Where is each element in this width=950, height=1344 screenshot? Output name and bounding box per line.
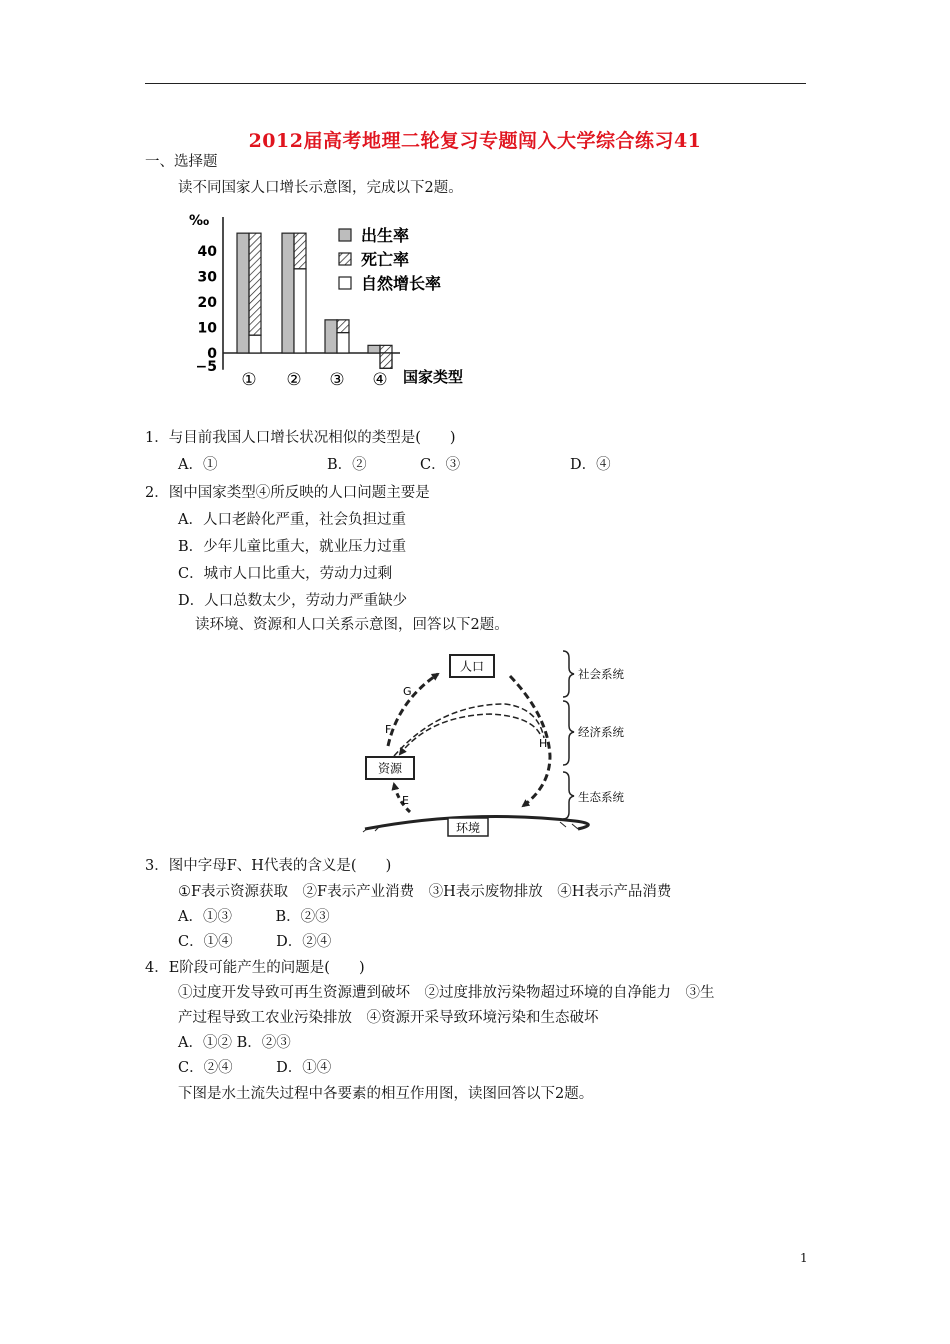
q2-option-b[interactable]: B．少年儿童比重大，就业压力过重: [178, 539, 407, 555]
x-axis-label: 国家类型: [403, 368, 464, 386]
y-tick-label: 40: [197, 244, 217, 260]
q1-stem: 1．与目前我国人口增长状况相似的类型是( ): [145, 430, 456, 446]
q4-stem: 4．E阶段可能产生的问题是( ): [145, 960, 365, 976]
letter-g: G: [403, 685, 412, 698]
letter-h: H: [539, 737, 548, 750]
bar-death-rate: [294, 233, 306, 269]
legend-swatch: [339, 229, 351, 241]
legend-label: 出生率: [361, 226, 410, 245]
bar-death-rate: [337, 320, 349, 333]
system-social-label: 社会系统: [578, 667, 624, 681]
bar-natural-growth: [294, 269, 306, 353]
resources-label: 资源: [377, 761, 403, 776]
y-tick-label: 30: [197, 269, 217, 286]
brace-ecological: [563, 772, 574, 819]
q4-statements-line2: 产过程导致工农业污染排放 ④资源开采导致环境污染和生态破坏: [178, 1010, 599, 1026]
page-number: 1: [800, 1251, 808, 1265]
q3-stem: 3．图中字母F、H代表的含义是( ): [145, 858, 392, 874]
q4-options-row2[interactable]: C．②④ D．①④: [178, 1060, 332, 1076]
brace-economic: [563, 701, 574, 765]
letter-f: F: [385, 723, 392, 736]
intro-chart: 读不同国家人口增长示意图，完成以下2题。: [178, 180, 463, 196]
legend-swatch: [339, 277, 351, 289]
page-title: 2012届高考地理二轮复习专题闯入大学综合练习41: [248, 130, 702, 152]
q1-option-a[interactable]: A．①: [178, 457, 218, 473]
x-category-label: ④: [372, 370, 388, 390]
population-growth-chart: [185, 205, 490, 395]
arrow-f-inner: [400, 714, 540, 754]
q3-statements: ①F表示资源获取 ②F表示产业消费 ③H表示废物排放 ④H表示产品消费: [178, 884, 672, 900]
arrow-f-outer: [394, 704, 544, 756]
x-category-label: ③: [329, 370, 345, 390]
legend-label: 自然增长率: [361, 274, 442, 293]
x-category-label: ①: [241, 370, 257, 390]
q1-option-d[interactable]: D．④: [570, 457, 611, 473]
bar-death-rate: [380, 345, 392, 368]
section-heading: 一、选择题: [145, 154, 218, 170]
q2-option-c[interactable]: C．城市人口比重大，劳动力过剩: [178, 566, 393, 582]
q1-option-b[interactable]: B．②: [327, 457, 367, 473]
bar-birth-rate: [237, 233, 249, 353]
letter-e: E: [402, 794, 409, 807]
environment-resource-population-diagram: [360, 646, 630, 838]
intro-soil-erosion: 下图是水土流失过程中各要素的相互作用图，读图回答以下2题。: [178, 1086, 594, 1102]
x-category-label: ②: [286, 370, 302, 390]
legend-label: 死亡率: [361, 250, 410, 269]
y-tick-label: 10: [197, 320, 217, 337]
q2-option-a[interactable]: A．人口老龄化严重，社会负担过重: [178, 512, 406, 528]
y-tick-label: −5: [195, 358, 217, 375]
q4-options-row1[interactable]: A．①② B．②③: [178, 1035, 291, 1051]
bar-death-rate: [249, 233, 261, 335]
population-label: 人口: [459, 659, 485, 674]
q4-statements-line1: ①过度开发导致可再生资源遭到破坏 ②过度排放污染物超过环境的自净能力 ③生: [178, 985, 715, 1001]
y-axis-unit: ‰: [189, 213, 210, 229]
bar-birth-rate: [368, 345, 380, 353]
environment-label: 环境: [455, 821, 481, 835]
legend-swatch: [339, 253, 351, 265]
system-economic-label: 经济系统: [578, 725, 624, 739]
q2-option-d[interactable]: D．人口总数太少，劳动力严重缺少: [178, 593, 408, 609]
brace-social: [563, 651, 574, 697]
q2-stem: 2．图中国家类型④所反映的人口问题主要是: [145, 485, 430, 501]
q3-options-row1[interactable]: A．①③ B．②③: [178, 909, 330, 925]
system-ecological-label: 生态系统: [578, 790, 624, 804]
y-tick-label: 0: [207, 346, 217, 362]
y-tick-label: 20: [197, 295, 217, 311]
q3-options-row2[interactable]: C．①④ D．②④: [178, 934, 332, 950]
arrow-g: [388, 674, 438, 746]
q1-option-c[interactable]: C．③: [420, 457, 461, 473]
header-rule: [145, 83, 806, 84]
bar-natural-growth: [337, 333, 349, 353]
intro-diagram: 读环境、资源和人口关系示意图，回答以下2题。: [195, 617, 509, 633]
bar-natural-growth: [249, 335, 261, 353]
bar-birth-rate: [325, 320, 337, 353]
bar-birth-rate: [282, 233, 294, 353]
